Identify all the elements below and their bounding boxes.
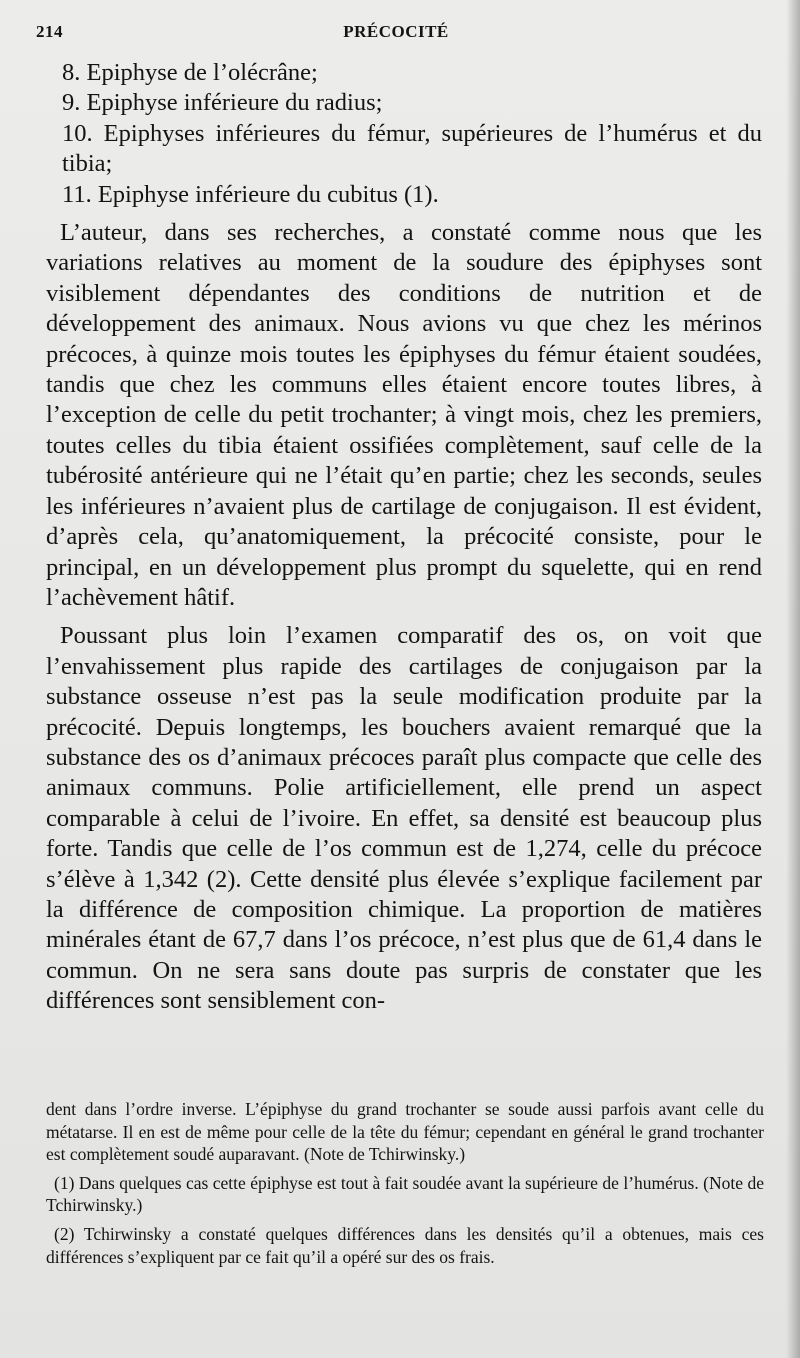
paragraph: L’auteur, dans ses recherches, a constaté comme nous que les variations relatives au moment de la soudure des épiphyses sont visiblement dépendantes des conditions de nutrition et de développement des animaux. Nous avions vu que chez les mérinos précoces, à quinze mois toutes les épiphyses du fémur étaient soudées, tandis que chez les communs elles étaient encore toutes libres, à l’exception de celle du petit trochanter; à vingt mois, chez les premiers, toutes celles du tibia étaient ossifiées complètement, sauf celle de la tubérosité antérieure qui ne l’était qu’en partie; chez les seconds, seules les inférieures n’avaient plus de cartilage de conjugaison. Il est évident, d’après cela, qu’anatomiquement, la précocité consiste, pour le principal, en un développement plus prompt du squelette, qui en rend l’achèvement hâtif. xyxy=(46,219,762,611)
page-number: 214 xyxy=(36,22,63,41)
footnotes xyxy=(46,1098,764,1268)
footnote-2: (2) Tchirwinsky a constaté quelques différences dans les densités qu’il a obtenues, mais ces différences s’expliquent par ce fait qu’il a opéré sur des os frais. xyxy=(46,1223,764,1267)
main-text xyxy=(46,58,762,1017)
paragraph: Poussant plus loin l’examen comparatif des os, on voit que l’envahissement plus rapide des cartilages de conjugaison par la substance osseuse n’est pas la seule modification produite par la précocité. Depuis longtemps, les bouchers avaient remarqué que la substance des os d’animaux précoces paraît plus compacte que celle des animaux communs. Polie artificiellement, elle prend un aspect comparable à celui de l’ivoire. En effet, sa densité est beaucoup plus forte. Tandis que celle de l’os commun est de 1,274, celle du précoce s’élève à 1,342 (2). Cette densité plus élevée s’explique facilement par la différence de composition chimique. La proportion de matières minérales étant de 67,7 dans l’os précoce, n’est plus que de 61,4 dans le commun. On ne sera sans doute pas surpris de constater que les différences sont sensiblement con- xyxy=(46,622,762,1015)
page-header xyxy=(36,22,756,46)
running-title: PRÉCOCITÉ xyxy=(343,22,449,41)
list-item: 9. Epiphyse inférieure du radius; xyxy=(62,89,383,117)
list-item: 8. Epiphyse de l’olécrâne; xyxy=(62,59,318,86)
footnote-continuation: dent dans l’ordre inverse. L’épiphyse du grand trochanter se soude aussi parfois avant celle du métatarse. Il en est de même pour celle de la tête du fémur; cependant en général le grand trochanter est complètement soudé auparavant. (Note de Tchirwinsky.) xyxy=(46,1099,764,1165)
list-item: 10. Epiphyses inférieures du fémur, supérieures de l’humérus et du tibia; xyxy=(62,119,762,178)
list-item: 11. Epiphyse inférieure du cubitus (1). xyxy=(62,180,439,208)
footnote-1: (1) Dans quelques cas cette épiphyse est tout à fait soudée avant la supérieure de l’humérus. (Note de Tchirwinsky.) xyxy=(46,1172,764,1216)
